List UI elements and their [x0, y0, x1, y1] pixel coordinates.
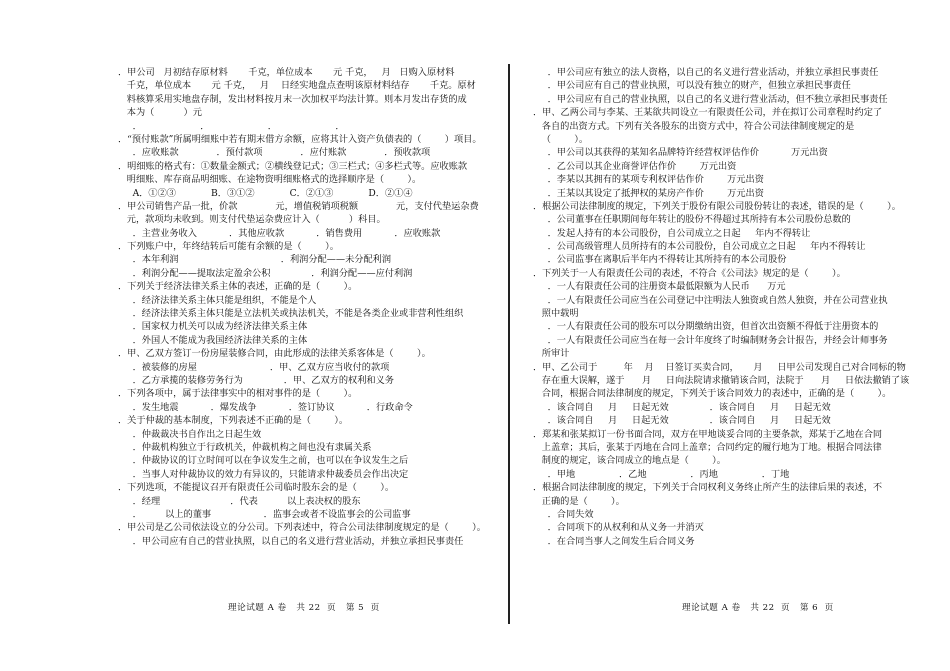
- question-text-line: ．甲地 ．乙地 ．丙地 ．丁地: [533, 468, 790, 480]
- question-text-line: ．郑某和张某拟订一份书面合同，双方在甲地谈妥合同的主要条款，郑某于乙地在合同: [533, 428, 883, 440]
- right-page-footer: 理论试题 A 卷 共 22 页 第 6 页: [682, 603, 834, 613]
- question-text-line: ．本年利润 ．利润分配——未分配利润: [118, 254, 392, 266]
- question-text-line: ．应收账款 ．预付款项 ．应付账款 ．预收款项: [118, 147, 431, 159]
- question-text-line: ．甲公司是乙公司依法设立的分公司。下列表述中，符合公司法律制度规定的是（ ）。: [118, 522, 486, 534]
- question-text-line: 各自的出资方式。下列有关各股东的出资方式中，符合公司法律制度规定的是: [533, 120, 855, 132]
- question-text-line: ．发生地震 ．爆发战争 ．签订协议 ．行政命令: [118, 401, 413, 413]
- page-divider: [508, 64, 510, 624]
- question-text-line: 本为（ ）元: [118, 107, 202, 119]
- question-text-line: 所审计: [533, 348, 570, 360]
- question-text-line: ．发起人持有的本公司股份，自公司成立之日起 年内不得转让: [533, 227, 811, 239]
- question-text-line: ．甲公司应有自己的营业执照，可以没有独立的财产，但独立承担民事责任: [533, 80, 851, 92]
- question-text-line: ．甲公司应有自己的营业执照，以自己的名义进行营业活动，并独立承担民事责任: [118, 535, 464, 547]
- question-text-line: ．仲裁裁决书自作出之日起生效: [118, 428, 262, 440]
- question-text-line: ．仲裁机构独立于行政机关，仲裁机构之间也没有隶属关系: [118, 441, 372, 453]
- question-text-line: ．根据合同法律制度的规定，下列关于合同权利义务终止所产生的法律后果的表述，不: [533, 482, 883, 494]
- question-text-line: ．该合同自 月 日起无效 ．该合同自 月 日起无效: [533, 401, 831, 413]
- question-text-line: ．被装修的房屋 ．甲、乙双方应当收付的款项: [118, 361, 390, 373]
- question-text-line: ．一人有限责任公司的股东可以分期缴纳出资，但首次出资额不得低于注册资本的: [533, 321, 879, 333]
- question-text-line: ．国家权力机关可以成为经济法律关系主体: [118, 321, 308, 333]
- question-text-line: ． 以上的董事 ．监事会或者不设监事会的公司监事: [118, 508, 411, 520]
- question-text-line: ．仲裁协议的订立时间可以在争议发生之前，也可以在争议发生之后: [118, 455, 409, 467]
- question-text-line: ．经理 ．代表 以上表决权的股东: [118, 495, 361, 507]
- question-text-line: ． ． ． ．: [118, 120, 345, 132]
- question-text-line: ．公司董事在任职期间每年转让的股份不得超过其所持有本公司股份总数的: [533, 214, 851, 226]
- question-text-line: ．合同失效: [533, 508, 594, 520]
- question-text-line: ．王某以其设定了抵押权的某房产作价 万元出资: [533, 187, 764, 199]
- question-text-line: ．甲公司应有自己的营业执照，以自己的名义进行营业活动，但不独立承担民事责任: [533, 93, 888, 105]
- question-text-line: ．公司高级管理人员所持有的本公司股份，自公司成立之日起 年内不得转让: [533, 241, 866, 253]
- question-text-line: ．甲公司销售产品一批，价款 元，增值税销项税额 元，支付代垫运杂费: [118, 200, 479, 212]
- question-text-line: ．下列关于一人有限责任公司的表述，不符合《公司法》规定的是（ ）。: [533, 267, 846, 279]
- question-text-line: A．①②③ B．③①② C．②①③ D．②①④: [118, 187, 413, 199]
- question-text-line: ．下列各项中，属于法律事实中的相对事件的是（ ）。: [118, 388, 358, 400]
- question-text-line: ．合同项下的从权利和从义务一并消灭: [533, 522, 704, 534]
- question-text-line: ．乙公司以其企业商誉评估作价 万元出资: [533, 160, 737, 172]
- question-text-line: ．根据公司法律制度的规定，下列关于股份有限公司股份转让的表述，错误的是（ ）。: [533, 200, 901, 212]
- question-text-line: ．一人有限责任公司应当在每一会计年度终了时编制财务会计报告，并经会计师事务: [533, 334, 888, 346]
- question-text-line: ．主营业务收入 ．其他应收款 ．销售费用 ．应收账款: [118, 227, 441, 239]
- question-text-line: ．公司监事在离职后半年内不得转让其所持有的本公司股份: [533, 254, 787, 266]
- question-text-line: ．利润分配——提取法定盈余公积 ．利润分配——应付利润: [118, 267, 413, 279]
- question-text-line: ．李某以其拥有的某项专利权评估作价 万元出资: [533, 174, 764, 186]
- question-text-line: 照中载明: [533, 308, 579, 320]
- question-text-line: ．在合同当事人之间发生后合同义务: [533, 535, 695, 547]
- question-text-line: ．该合同自 月 日起无效 ．该合同自 月 日起无效: [533, 415, 831, 427]
- question-text-line: 合同，根据合同法律制度的规定，下列关于该合同效力的表述中，正确的是（ ）。: [533, 388, 892, 400]
- question-text-line: ．甲、乙公司于 年 月 日签订买卖合同， 月 日甲公司发现自己对合同标的物: [533, 361, 906, 373]
- question-text-line: ．经济法律关系主体只能是组织，不能是个人: [118, 294, 317, 306]
- question-text-line: ．一人有限责任公司应当在公司登记中注明法人独资或自然人独资，并在公司营业执: [533, 294, 888, 306]
- question-text-line: 千克，单位成本 元 千克， 月 日经实地盘点查明该原材料结存 千克。原材: [118, 80, 476, 92]
- question-text-line: ．一人有限责任公司的注册资本最低限额为人民币 万元: [533, 281, 786, 293]
- question-text-line: 明细账、库存商品明细账、在途物资明细账格式的选择顺序是（ ）。: [118, 174, 422, 186]
- question-text-line: ．“预付账款”所属明细账中若有期末借方余额，应将其计入资产负债表的（ ）项目。: [118, 133, 482, 145]
- question-text-line: 存在重大误解，遂于 月 日向法院请求撤销该合同，法院于 月 日依法撤销了该: [533, 374, 910, 386]
- left-exam-page: [118, 66, 496, 548]
- question-text-line: ．关于仲裁的基本制度，下列表述不正确的是（ ）。: [118, 415, 349, 427]
- question-text-line: 正确的是（ ）。: [533, 495, 625, 507]
- question-text-line: ．下列关于经济法律关系主体的表述，正确的是（ ）。: [118, 281, 358, 293]
- question-text-line: ．当事人对仲裁协议的效力有异议的，只能请求仲裁委员会作出决定: [118, 468, 409, 480]
- question-text-line: 料核算采用实地盘存制，发出材料按月末一次加权平均法计算。则本月发出存货的成: [118, 93, 467, 105]
- question-text-line: ．下列账户中，年终结转后可能有余额的是（ ）。: [118, 241, 339, 253]
- question-text-line: ．下列选项，不能提议召开有限责任公司临时股东会的是（ ）。: [118, 482, 395, 494]
- question-text-line: ．明细账的格式有：①数量金额式；②横线登记式；③三栏式；④多栏式等。应收账款: [118, 160, 468, 172]
- question-text-line: 元，款项均未收到。则支付代垫运杂费应计入（ ）科目。: [118, 214, 386, 226]
- question-text-line: ．经济法律关系主体只能是立法机关或执法机关，不能是各类企业或非营利性组织: [118, 308, 464, 320]
- question-text-line: （ ）。: [533, 133, 589, 145]
- question-text-line: 制度的规定，该合同成立的地点是（ ）。: [533, 455, 726, 467]
- question-text-line: ．甲、乙双方签订一份房屋装修合同，由此形成的法律关系客体是（ ）。: [118, 348, 431, 360]
- right-exam-page: [533, 66, 913, 548]
- question-text-line: ．甲、乙两公司与李某、王某欲共同设立一有限责任公司，并在拟订公司章程时约定了: [533, 107, 883, 119]
- question-text-line: ．乙方承揽的装修劳务行为 ．甲、乙双方的权利和义务: [118, 374, 394, 386]
- question-text-line: ．甲公司 月初结存原材料 千克，单位成本 元 千克， 月 日购入原材料: [118, 67, 455, 78]
- question-text-line: ．甲公司以其获得的某知名品牌特许经营权评估作价 万元出资: [533, 147, 828, 159]
- question-text-line: ．甲公司应有独立的法人资格，以自己的名义进行营业活动，并独立承担民事责任: [533, 67, 879, 78]
- left-page-footer: 理论试题 A 卷 共 22 页 第 5 页: [228, 603, 380, 613]
- question-text-line: ．外国人不能成为我国经济法律关系的主体: [118, 334, 308, 346]
- question-text-line: 上盖章；其后，张某于丙地在合同上盖章；合同约定的履行地为丁地。根据合同法律: [533, 441, 882, 453]
